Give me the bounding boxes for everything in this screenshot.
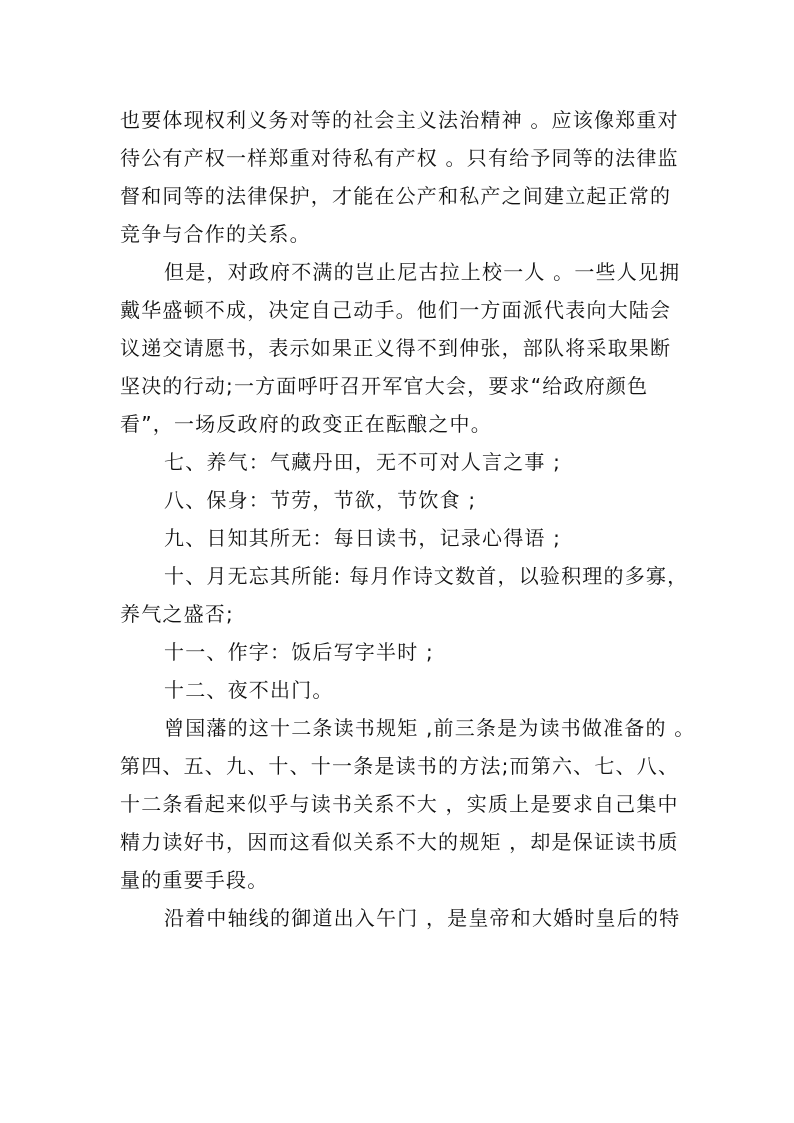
- body-text: [120, 101, 696, 937]
- list-item-line: 十一、作字：饭后写字半时 ;: [164, 640, 434, 664]
- list-item-line: 七、养气：气藏丹田，无不可对人言之事 ;: [164, 450, 562, 474]
- list-item-line: 八、保身：节劳，节欲，节饮食 ;: [164, 488, 477, 512]
- text-line: 也要体现权利义务对等的社会主义法治精神 。应该像郑重对: [120, 108, 679, 132]
- text-line: 戴华盛顿不成，决定自己动手。他们一方面派代表向大陆会: [120, 298, 672, 322]
- paragraph-start-line: 沿着中轴线的御道出入午门 ，是皇帝和大婚时皇后的特: [164, 906, 681, 930]
- text-line: 督和同等的法律保护，才能在公产和私产之间建立起正常的: [120, 184, 672, 208]
- text-line: 看”，一场反政府的政变正在酝酿之中。: [120, 412, 492, 436]
- list-item-line: 九、日知其所无：每日读书，记录心得语 ;: [164, 526, 562, 550]
- text-line: 量的重要手段。: [120, 868, 269, 892]
- text-line: 第四、五、九、十、十一条是读书的方法;而第六、七、八、: [120, 754, 680, 778]
- text-line: 待公有产权一样郑重对待私有产权 。只有给予同等的法律监: [120, 146, 679, 170]
- text-line: 坚决的行动;一方面呼吁召开军官大会，要求“给政府颜色: [120, 374, 649, 398]
- text-line: 竞争与合作的关系。: [120, 222, 311, 246]
- text-line: 精力读好书，因而这看似关系不大的规矩 ，却是保证读书质: [120, 830, 679, 854]
- text-line: 议递交请愿书，表示如果正义得不到伸张，部队将采取果断: [120, 336, 672, 360]
- paragraph-start-line: 但是，对政府不满的岂止尼古拉上校一人 。一些人见拥: [164, 260, 681, 284]
- paragraph-start-line: 曾国藩的这十二条读书规矩 ,前三条是为读书做准备的 。: [164, 716, 696, 740]
- text-line: 养气之盛否;: [120, 602, 234, 626]
- list-item-line: 十、月无忘其所能: 每月作诗文数首，以验积理的多寡，: [164, 564, 689, 588]
- list-item-line: 十二、夜不出门。: [164, 678, 334, 702]
- text-line: 十二条看起来似乎与读书关系不大 ，实质上是要求自己集中: [120, 792, 679, 816]
